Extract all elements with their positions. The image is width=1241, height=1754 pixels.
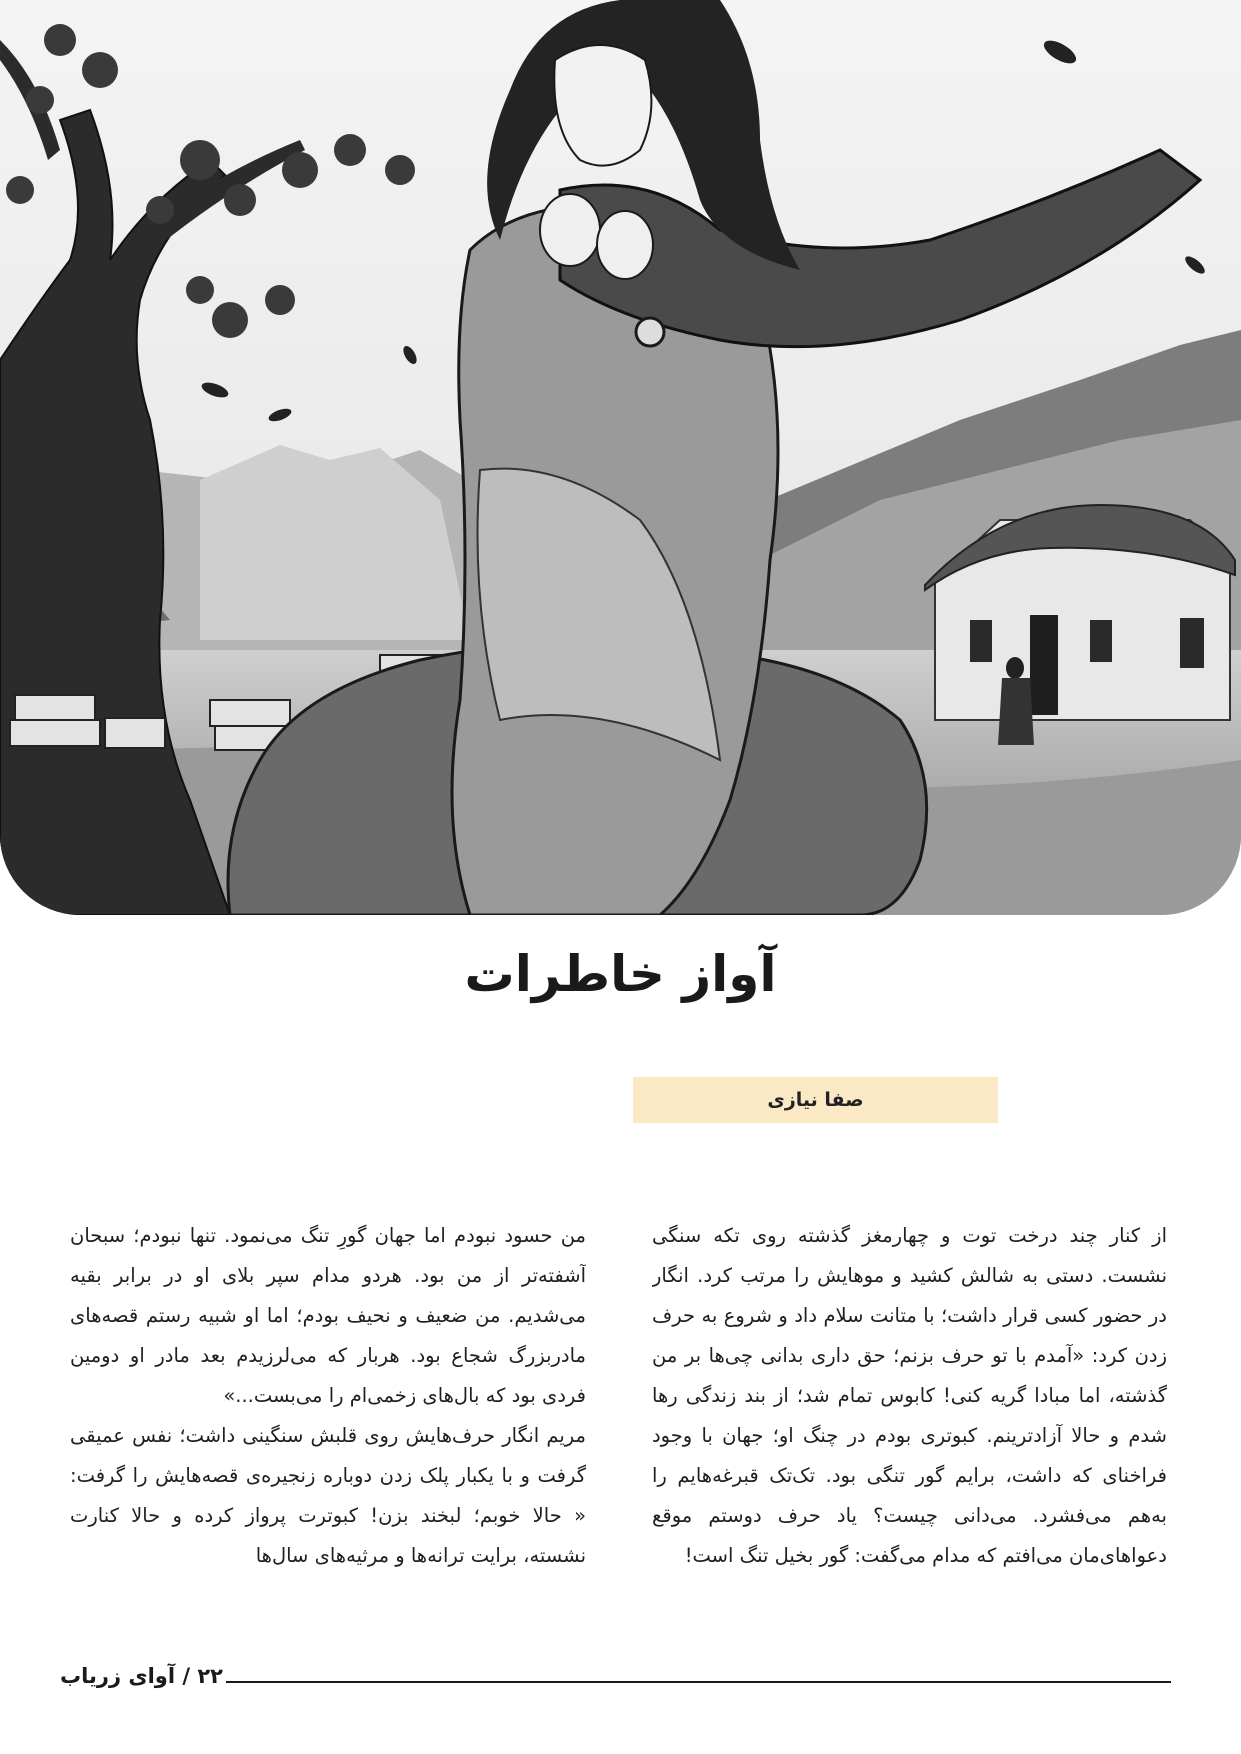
- author-byline: [633, 1077, 998, 1123]
- footer-page-label: ۲۲ / آوای زریاب: [60, 1664, 223, 1688]
- article-title: آواز خاطرات: [464, 945, 777, 1003]
- footer-rule: [226, 1681, 1171, 1683]
- paragraph: از کنار چند درخت توت و چهارمغز گذشته روی تکه سنگی نشست. دستی به شالش کشید و موهایش را مرتب کرد. انگار در حضور کسی قرار داشت؛ با متانت سلام داد و شروع به حرف زدن کرد: «آمدم با تو حرف بزنم؛ حق داری بدانی چی‌ها بر من گذشته، اما مبادا گریه کنی! کابوس تمام شد؛ از بند زندگی رها شدم و حالا آزادترینم. کبوتری بودم در چنگ او؛ جهان با وجود فراخنای که داشت، برایم گور تنگی بود. تک‌تک قبرغه‌هایم را به‌هم می‌فشرد. می‌دانی چیست؟ یاد حرف دوستم موقع دعواهای‌مان می‌افتم که مدام می‌گفت: گور بخیل تنگ است!: [652, 1224, 1167, 1567]
- author-name: صفا نیازی: [767, 1089, 864, 1111]
- text-column-right: [652, 1216, 1167, 1636]
- text-column-left: [70, 1216, 586, 1636]
- paragraph: مریم انگار حرف‌هایش روی قلبش سنگینی داشت؛ نفس عمیقی گرفت و با یکبار پلک زدن دوباره زنجیره‌ی قصه‌هایش را گرفت: « حالا خوبم؛ لبخند بزن! کبوترت پرواز کرده و حالا کنارت نشسته، برایت ترانه‌ها و مرثیه‌های سال‌ها: [70, 1424, 586, 1567]
- paragraph: من حسود نبودم اما جهان گورِ تنگ می‌نمود. تنها نبودم؛ سبحان آشفته‌تر از من بود. هردو مدام سپر بلای او در برابر بقیه می‌شدیم. من ضعیف و نحیف بودم؛ اما او شبیه رستم قصه‌های مادربزرگ شجاع بود. هربار که می‌لرزیدم بعد مادر او دومین فردی بود که بال‌های زخمی‌ام را می‌بست...»: [70, 1224, 586, 1407]
